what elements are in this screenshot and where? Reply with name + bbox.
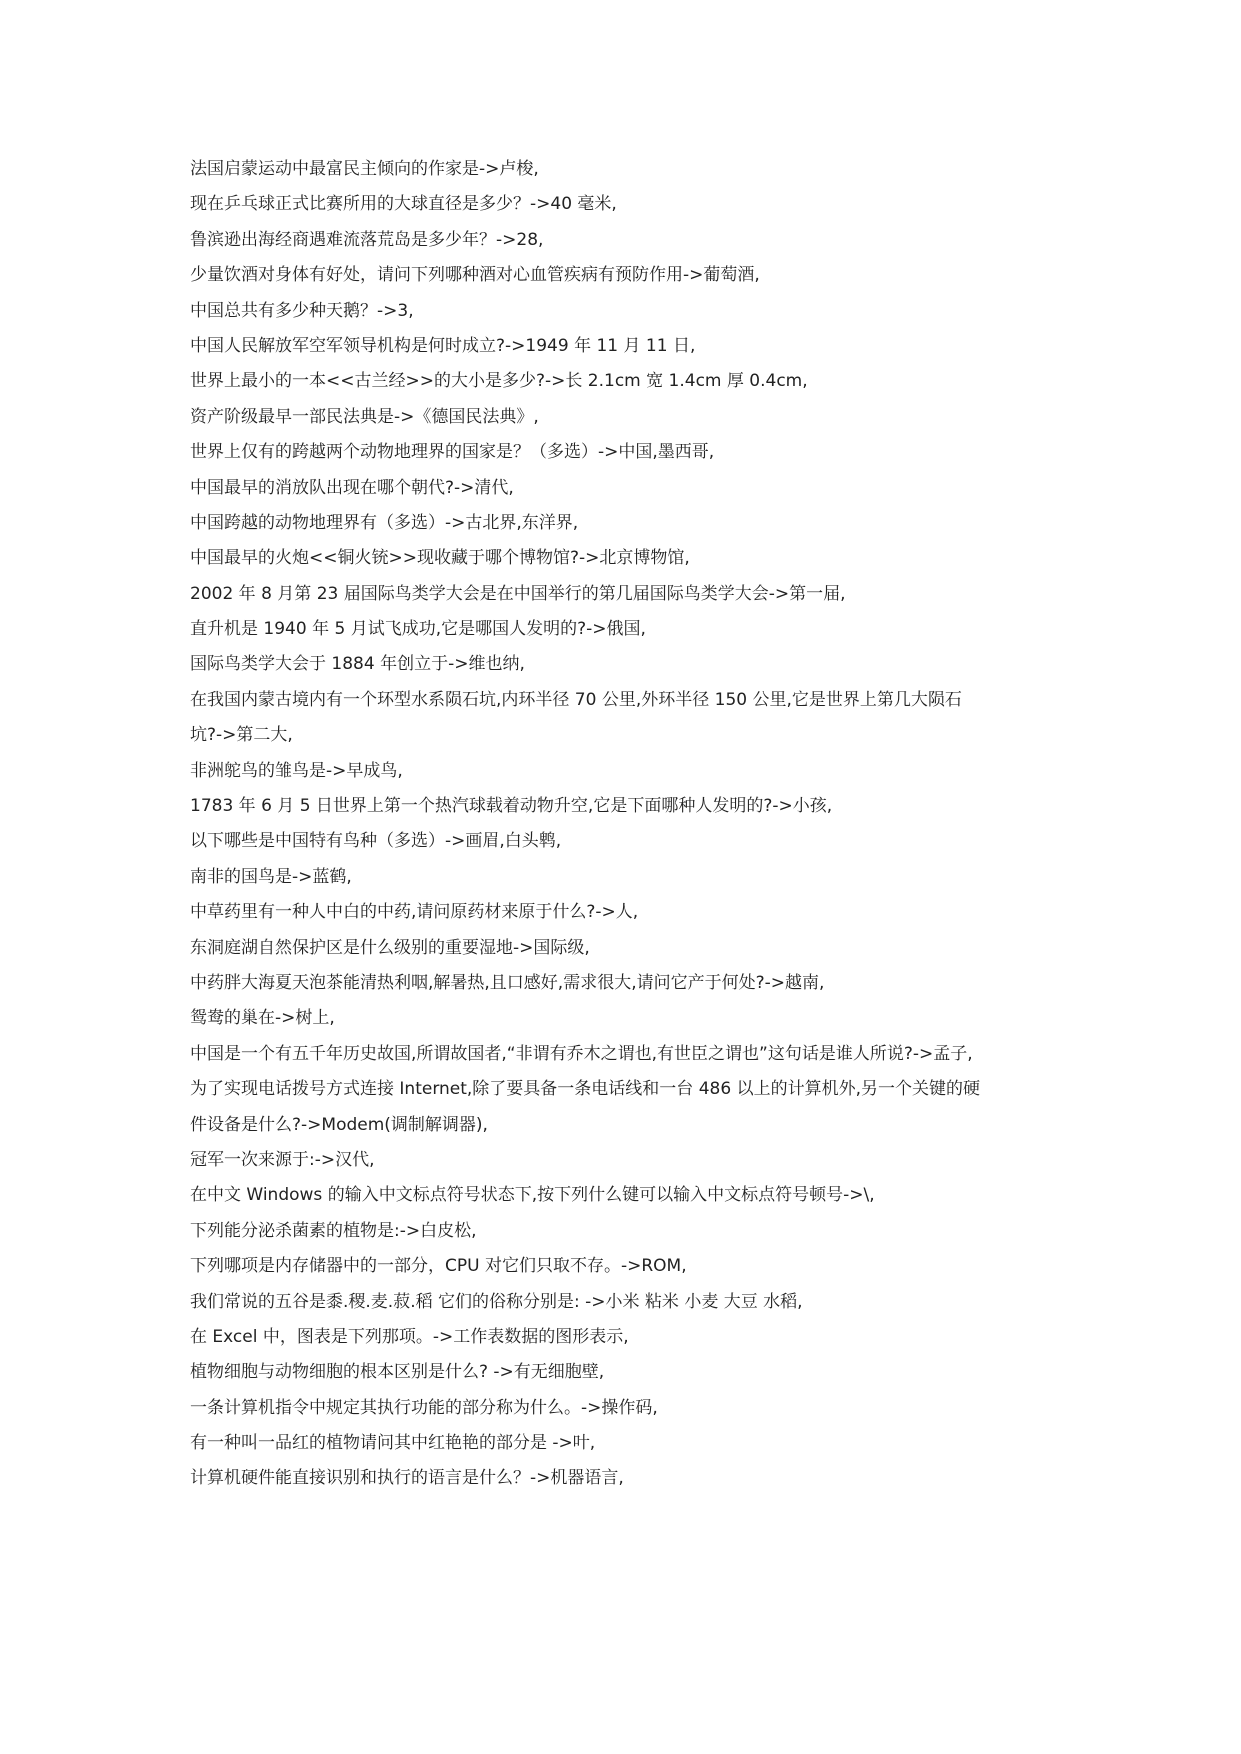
text-line: 一条计算机指令中规定其执行功能的部分称为什么。->操作码, [190, 1397, 658, 1418]
text-line: 中国总共有多少种天鹅？->3, [190, 300, 414, 321]
text-line: 件设备是什么?->Modem(调制解调器), [190, 1114, 488, 1135]
text-line: 南非的国鸟是->蓝鹤, [190, 866, 352, 887]
text-line: 国际鸟类学大会于 1884 年创立于->维也纳, [190, 654, 525, 675]
text-line: 在我国内蒙古境内有一个环型水系陨石坑,内环半径 70 公里,外环半径 150 公里,它是世界上第几大陨石 [190, 689, 962, 710]
text-line: 东洞庭湖自然保护区是什么级别的重要湿地->国际级, [190, 937, 590, 958]
text-line: 中国是一个有五千年历史故国,所谓故国者,“非谓有乔木之谓也,有世臣之谓也”这句话是谁人所说?->孟子, [190, 1043, 973, 1064]
text-line: 中药胖大海夏天泡茶能清热利咽,解暑热,且口感好,需求很大,请问它产于何处?->越南, [190, 972, 825, 993]
text-line: 坑?->第二大, [190, 725, 293, 746]
text-line: 少量饮酒对身体有好处，请问下列哪种酒对心血管疾病有预防作用->葡萄酒, [190, 265, 760, 286]
text-line: 现在乒乓球正式比赛所用的大球直径是多少？->40 毫米, [190, 194, 617, 215]
text-line: 资产阶级最早一部民法典是->《德国民法典》, [190, 406, 539, 427]
text-line: 中国最早的火炮<<铜火铳>>现收藏于哪个博物馆?->北京博物馆, [190, 548, 690, 569]
text-line: 直升机是 1940 年 5 月试飞成功,它是哪国人发明的?->俄国, [190, 619, 646, 640]
text-line: 中国跨越的动物地理界有（多选）->古北界,东洋界, [190, 512, 579, 533]
text-line: 1783 年 6 月 5 日世界上第一个热汽球载着动物升空,它是下面哪种人发明的?->小孩, [190, 796, 833, 817]
text-line: 在 Excel 中，图表是下列那项。->工作表数据的图形表示, [190, 1326, 629, 1347]
text-line: 下列哪项是内存储器中的一部分，CPU 对它们只取不存。->ROM, [190, 1256, 687, 1277]
text-line: 法国启蒙运动中最富民主倾向的作家是->卢梭, [190, 159, 539, 179]
text-line: 以下哪些是中国特有鸟种（多选）->画眉,白头鹎, [190, 831, 562, 852]
text-line: 我们常说的五谷是黍.稷.麦.菽.稻 它们的俗称分别是: ->小米 粘米 小麦 大豆 水稻, [190, 1291, 803, 1312]
text-line: 非洲鸵鸟的雏鸟是->早成鸟, [190, 760, 403, 781]
text-line: 冠军一次来源于:->汉代, [190, 1149, 375, 1170]
text-line: 在中文 Windows 的输入中文标点符号状态下,按下列什么键可以输入中文标点符号顿号->\, [190, 1185, 875, 1206]
text-line: 鸳鸯的巢在->树上, [190, 1008, 335, 1029]
text-line: 世界上仅有的跨越两个动物地理界的国家是？（多选）->中国,墨西哥, [190, 442, 715, 463]
text-line: 鲁滨逊出海经商遇难流落荒岛是多少年？->28, [190, 229, 544, 250]
text-line: 下列能分泌杀菌素的植物是:->白皮松, [190, 1220, 477, 1241]
text-line: 植物细胞与动物细胞的根本区别是什么? ->有无细胞壁, [190, 1362, 605, 1383]
text-line: 中国人民解放军空军领导机构是何时成立?->1949 年 11 月 11 日, [190, 335, 696, 356]
text-line: 计算机硬件能直接识别和执行的语言是什么？->机器语言, [190, 1468, 624, 1489]
question-answer-list [190, 152, 1060, 1497]
text-line: 世界上最小的一本<<古兰经>>的大小是多少?->长 2.1cm 宽 1.4cm 厚 0.4cm, [190, 371, 808, 392]
text-line: 中国最早的消放队出现在哪个朝代?->清代, [190, 477, 514, 498]
text-line: 2002 年 8 月第 23 届国际鸟类学大会是在中国举行的第几届国际鸟类学大会->第一届, [190, 583, 846, 604]
text-line: 为了实现电话拨号方式连接 Internet,除了要具备一条电话线和一台 486 以上的计算机外,另一个关键的硬 [190, 1079, 980, 1100]
text-line: 中草药里有一种人中白的中药,请问原药材来原于什么?->人, [190, 902, 639, 923]
text-line: 有一种叫一品红的植物请问其中红艳艳的部分是 ->叶, [190, 1433, 596, 1454]
